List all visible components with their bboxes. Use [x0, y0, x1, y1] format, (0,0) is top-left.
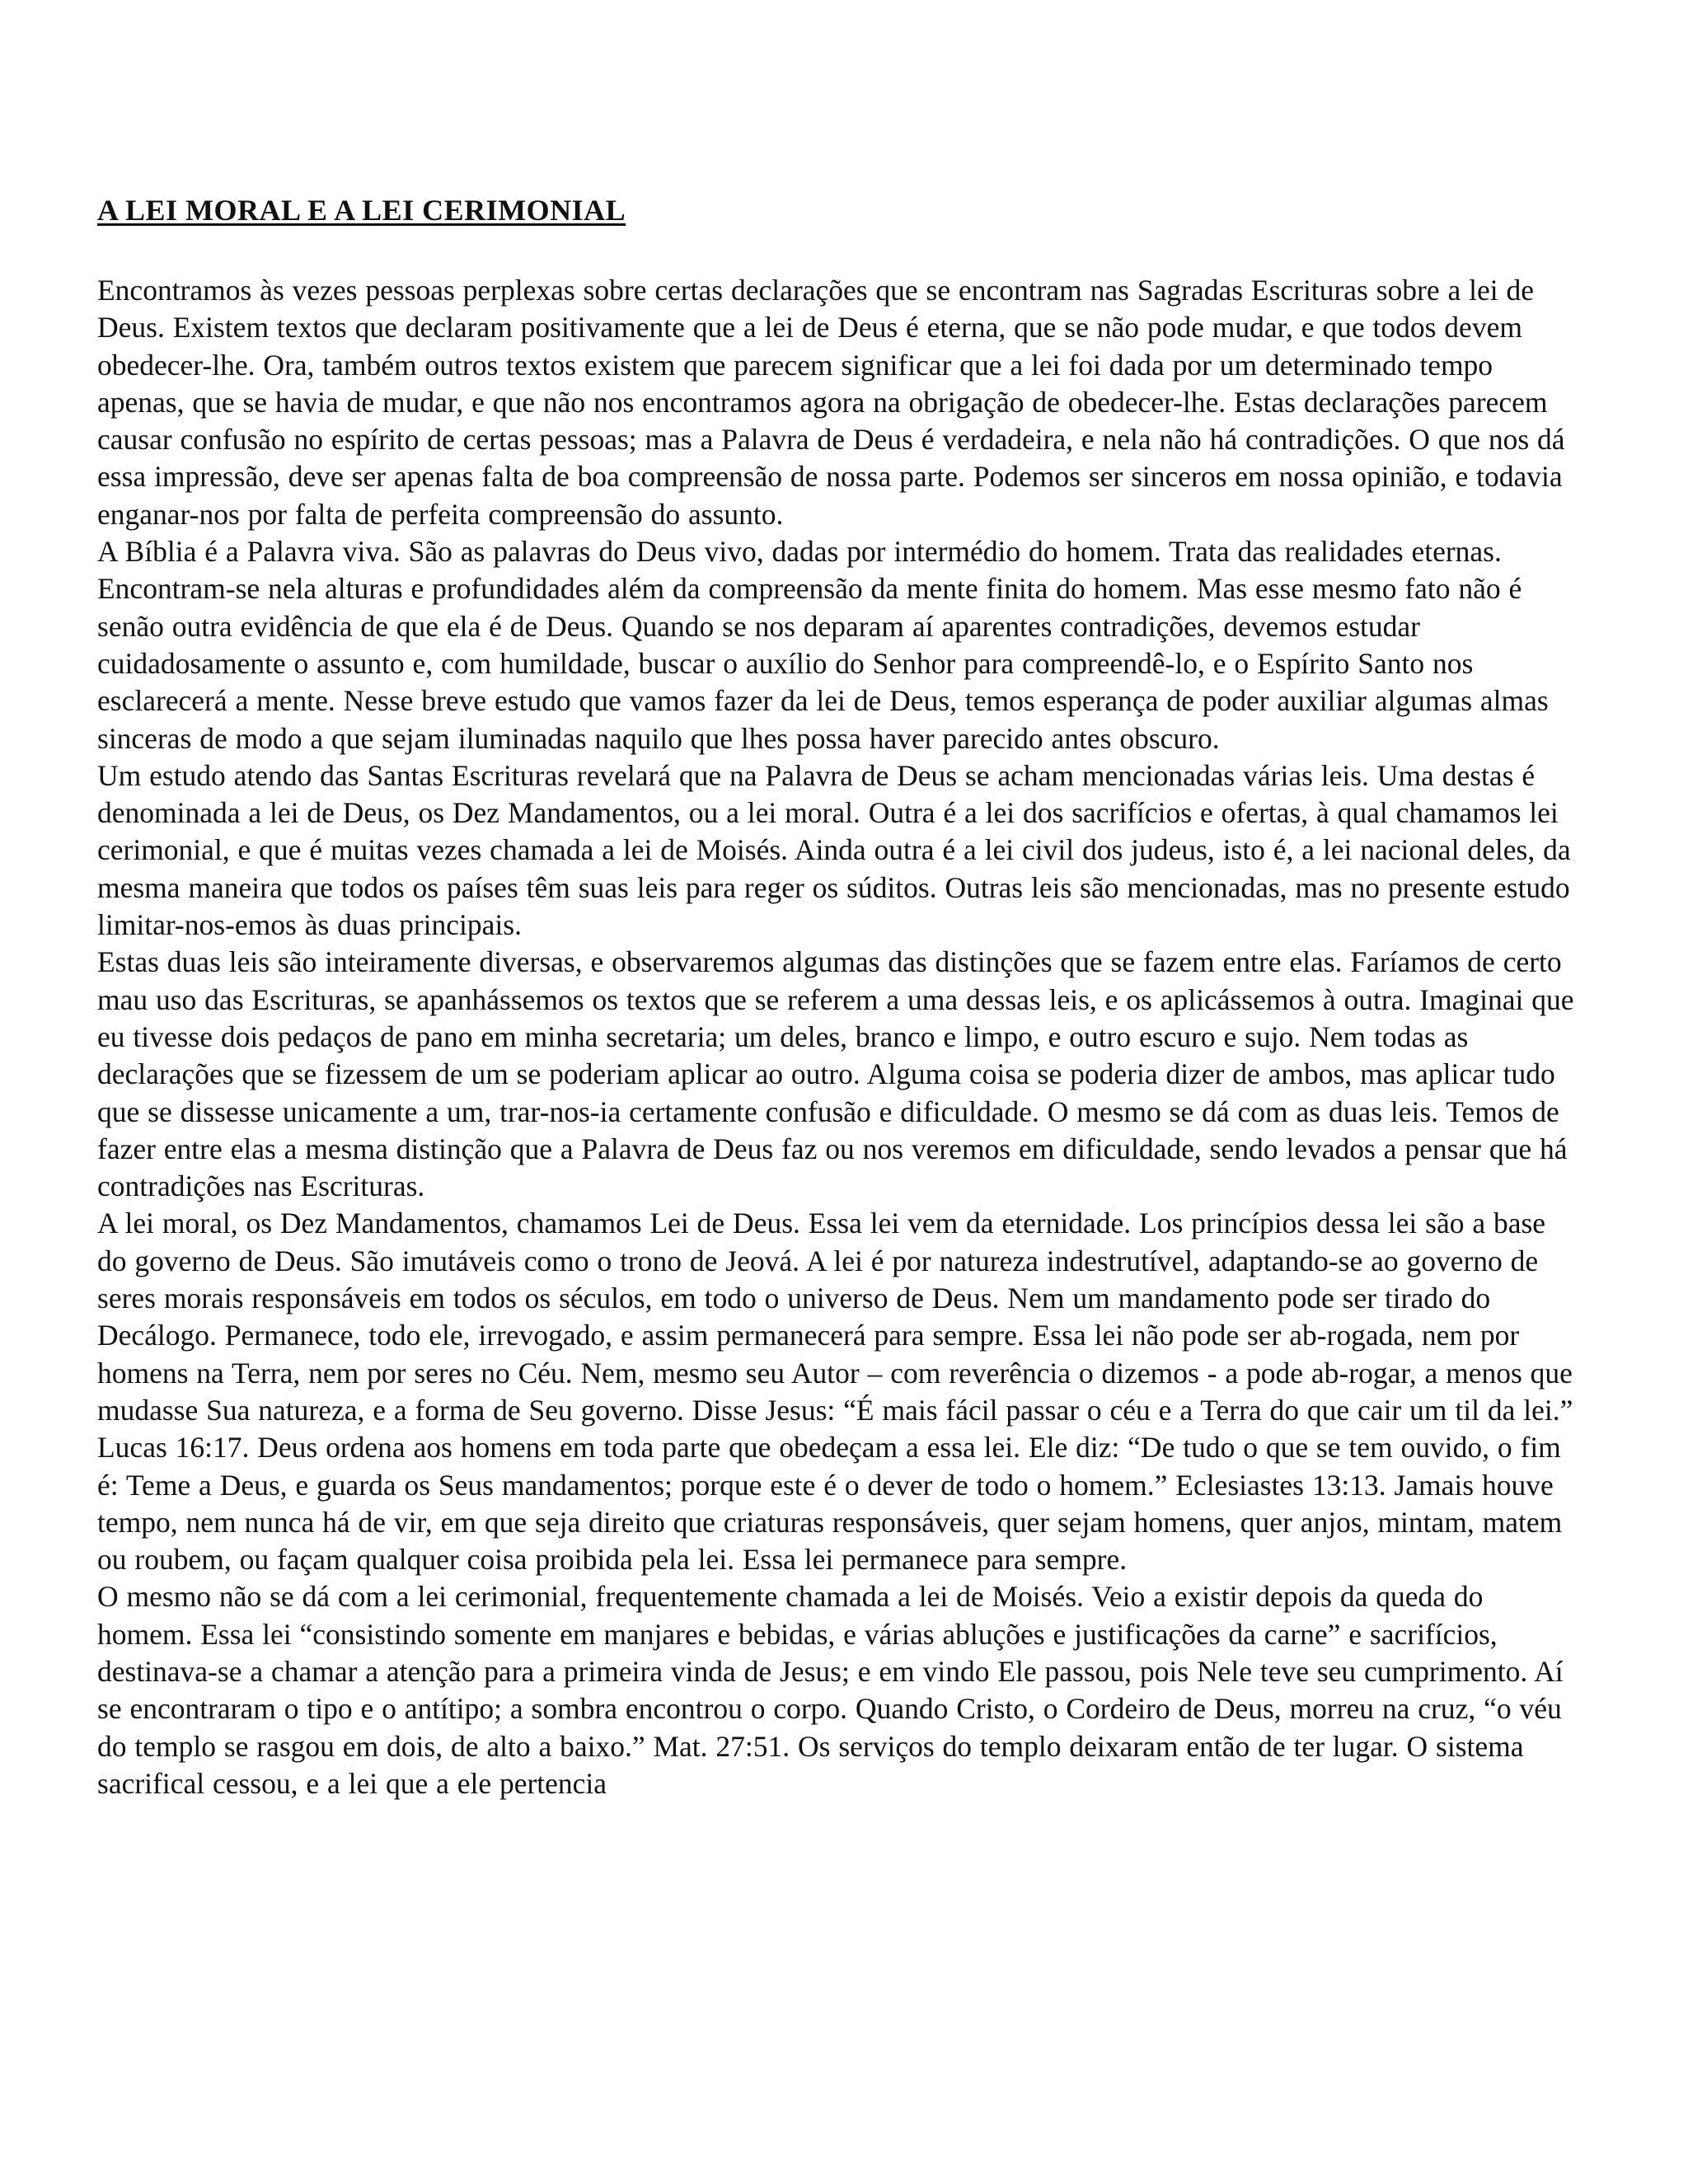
paragraph-3: Um estudo atendo das Santas Escrituras revelará que na Palavra de Deus se acham mencionadas várias leis. Uma destas é denominada a lei de Deus, os Dez Mandamentos, ou a lei moral. Outra é a lei dos sacrifícios e ofertas, à qual chamamos lei cerimonial, e que é muitas vezes chamada a lei de Moisés. Ainda outra é a lei civil dos judeus, isto é, a lei nacional deles, da mesma maneira que todos os países têm suas leis para reger os súditos. Outras leis são mencionadas, mas no presente estudo limitar-nos-emos às duas principais.	[97, 758, 1571, 942]
paragraph-6: O mesmo não se dá com a lei cerimonial, frequentemente chamada a lei de Moisés. Veio a existir depois da queda do homem. Essa lei “consistindo somente em manjares e bebidas, e várias abluções e justificações da carne” e sacrifícios, destinava-se a chamar a atenção para a primeira vinda de Jesus; e em vindo Ele passou, pois Nele teve seu cumprimento. Aí se encontraram o tipo e o antítipo; a sombra encontrou o corpo. Quando Cristo, o Cordeiro de Deus, morreu na cruz, “o véu do templo se rasgou em dois, de alto a baixo.” Mat. 27:51. Os serviços do templo deixaram então de ter lugar. O sistema sacrifical cessou, e a lei que a ele pertencia	[97, 1580, 1564, 1800]
paragraph-4: Estas duas leis são inteiramente diversas, e observaremos algumas das distinções que se fazem entre elas. Faríamos de certo mau uso das Escrituras, se apanhássemos os textos que se referem a uma dessas leis, e os aplicássemos à outra. Imaginai que eu tivesse dois pedaços de pano em minha secretaria; um deles, branco e limpo, e outro escuro e sujo. Nem todas as declarações que se fizessem de um se poderiam aplicar ao outro. Alguma coisa se poderia dizer de ambos, mas aplicar tudo que se dissesse unicamente a um, trar-nos-ia certamente confusão e dificuldade. O mesmo se dá com as duas leis. Temos de fazer entre elas a mesma distinção que a Palavra de Deus faz ou nos veremos em dificuldade, sendo levados a pensar que há contradições nas Escrituras.	[97, 945, 1574, 1203]
paragraph-5: A lei moral, os Dez Mandamentos, chamamos Lei de Deus. Essa lei vem da eternidade. Los princípios dessa lei são a base do governo de Deus. São imutáveis como o trono de Jeová. A lei é por natureza indestrutível, adaptando-se ao governo de seres morais responsáveis em todos os séculos, em todo o universo de Deus. Nem um mandamento pode ser tirado do Decálogo. Permanece, todo ele, irrevogado, e assim permanecerá para sempre. Essa lei não pode ser ab-rogada, nem por homens na Terra, nem por seres no Céu. Nem, mesmo seu Autor – com reverência o dizemos - a pode ab-rogar, a menos que mudasse Sua natureza, e a forma de Seu governo. Disse Jesus: “É mais fácil passar o céu e a Terra do que cair um til da lei.” Lucas 16:17. Deus ordena aos homens em toda parte que obedeçam a essa lei. Ele diz: “De tudo o que se tem ouvido, o fim é: Teme a Deus, e guarda os Seus mandamentos; porque este é o dever de todo o homem.” Eclesiastes 13:13. Jamais houve tempo, nem nunca há de vir, em que seja direito que criaturas responsáveis, quer sejam homens, quer anjos, mintam, matem ou roubem, ou façam qualquer coisa proibida pela lei. Essa lei permanece para sempre.	[97, 1207, 1573, 1577]
paragraph-2: A Bíblia é a Palavra viva. São as palavras do Deus vivo, dadas por intermédio do homem. Trata das realidades eternas. Encontram-se nela alturas e profundidades além da compreensão da mente finita do homem. Mas esse mesmo fato não é senão outra evidência de que ela é de Deus. Quando se nos deparam aí aparentes contradições, devemos estudar cuidadosamente o assunto e, com humildade, buscar o auxílio do Senhor para compreendê-lo, e o Espírito Santo nos esclarecerá a mente. Nesse breve estudo que vamos fazer da lei de Deus, temos esperança de poder auxiliar algumas almas sinceras de modo a que sejam iluminadas naquilo que lhes possa haver parecido antes obscuro.	[97, 535, 1549, 755]
document-body	[97, 191, 1581, 1802]
paragraph-1: Encontramos às vezes pessoas perplexas sobre certas declarações que se encontram nas Sagradas Escrituras sobre a lei de Deus. Existem textos que declaram positivamente que a lei de Deus é eterna, que se não pode mudar, e que todos devem obedecer-lhe. Ora, também outros textos existem que parecem significar que a lei foi dada por um determinado tempo apenas, que se havia de mudar, e que não nos encontramos agora na obrigação de obedecer-lhe. Estas declarações parecem causar confusão no espírito de certas pessoas; mas a Palavra de Deus é verdadeira, e nela não há contradições. O que nos dá essa impressão, deve ser apenas falta de boa compreensão de nossa parte. Podemos ser sinceros em nossa opinião, e todavia enganar-nos por falta de perfeita compreensão do assunto.	[97, 274, 1565, 531]
document-title: A LEI MORAL E A LEI CERIMONIAL	[97, 194, 626, 227]
